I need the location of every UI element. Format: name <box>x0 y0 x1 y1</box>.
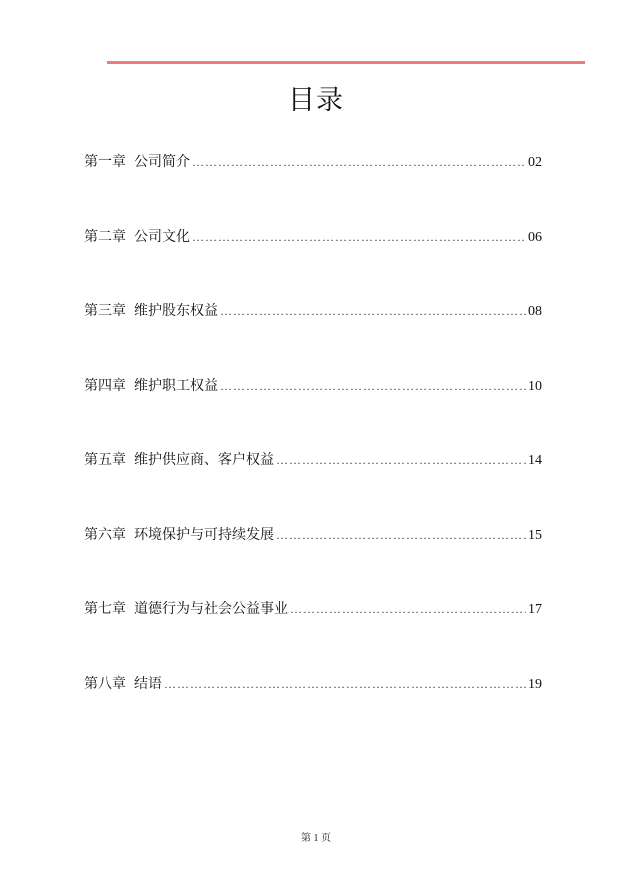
toc-page-number: 14 <box>528 453 542 468</box>
toc-entry-3[interactable] <box>84 300 542 375</box>
toc-entry-4[interactable] <box>84 375 542 450</box>
toc-page-number: 19 <box>528 676 542 692</box>
toc-dot-leader <box>220 375 526 397</box>
toc-chapter-number: 第二章 <box>84 228 126 245</box>
toc-entry-8[interactable] <box>84 673 542 748</box>
toc-dot-leader <box>164 673 526 695</box>
toc-chapter-number: 第七章 <box>84 601 126 617</box>
toc-page-number: 15 <box>528 527 542 543</box>
toc-dot-leader <box>220 300 526 322</box>
toc-chapter-title: 公司文化 <box>134 228 190 245</box>
toc-entry-7[interactable] <box>84 598 542 673</box>
toc-page-number: 08 <box>528 304 542 319</box>
page-title: 目录 <box>288 85 344 116</box>
toc-entry-1[interactable] <box>84 151 542 226</box>
toc-chapter-title: 环境保护与可持续发展 <box>134 526 274 543</box>
toc-page-number: 06 <box>528 229 542 245</box>
toc-chapter-number: 第三章 <box>84 303 126 319</box>
toc-chapter-number: 第五章 <box>84 452 126 468</box>
toc-page-number: 17 <box>528 602 542 617</box>
toc-chapter-number: 第四章 <box>84 377 126 394</box>
toc-chapter-title: 维护供应商、客户权益 <box>134 452 274 468</box>
table-of-contents <box>84 151 542 747</box>
page-footer: 第 1 页 <box>301 833 331 844</box>
toc-page-number: 10 <box>528 378 542 394</box>
toc-chapter-title: 维护职工权益 <box>134 377 218 394</box>
toc-chapter-title: 道德行为与社会公益事业 <box>134 601 288 617</box>
toc-entry-5[interactable] <box>84 449 542 524</box>
toc-chapter-number: 第六章 <box>84 526 126 543</box>
toc-chapter-title: 结语 <box>134 675 162 692</box>
toc-page-number: 02 <box>528 155 542 170</box>
toc-entry-6[interactable] <box>84 524 542 599</box>
toc-dot-leader <box>192 226 526 248</box>
toc-entry-2[interactable] <box>84 226 542 301</box>
toc-chapter-title: 维护股东权益 <box>134 303 218 319</box>
toc-chapter-title: 公司简介 <box>134 154 190 170</box>
header-rule <box>107 61 585 64</box>
toc-dot-leader <box>192 151 526 173</box>
toc-chapter-number: 第一章 <box>84 154 126 170</box>
toc-dot-leader <box>276 449 526 471</box>
toc-dot-leader <box>276 524 526 546</box>
toc-dot-leader <box>290 598 526 620</box>
toc-chapter-number: 第八章 <box>84 675 126 692</box>
